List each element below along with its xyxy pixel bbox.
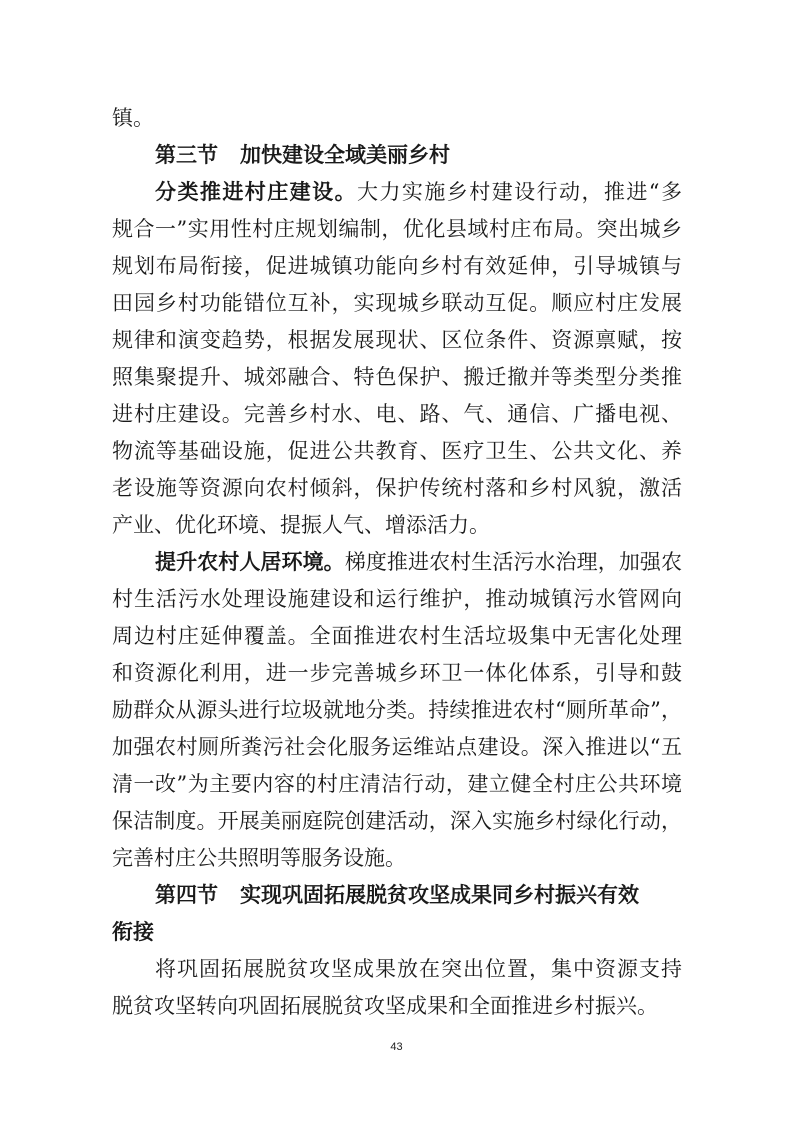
para-1-line-9: 老设施等资源向农村倾斜，保护传统村落和乡村风貌，激活 [112, 476, 682, 500]
para-3-line-2: 脱贫攻坚转向巩固拓展脱贫攻坚成果和全面推进乡村振兴。 [112, 994, 658, 1018]
para-1-line-2: 规合一”实用性村庄规划编制，优化县域村庄布局。突出城乡 [112, 217, 682, 241]
para-2-line-6: 加强农村厕所粪污社会化服务运维站点建设。深入推进以“五 [112, 735, 682, 759]
section-4-heading [155, 881, 682, 909]
para-2-line-4: 和资源化利用，进一步完善城乡环卫一体化体系，引导和鼓 [112, 661, 682, 685]
para-1-line-10: 产业、优化环境、提振人气、增添活力。 [112, 513, 490, 537]
section-3-title: 加快建设全域美丽乡村 [240, 142, 450, 167]
para-2-line-1: 提升农村人居环境。梯度推进农村生活污水治理，加强农 [155, 549, 682, 574]
para-2-line-3: 周边村庄延伸覆盖。全面推进农村生活垃圾集中无害化处理 [112, 624, 682, 648]
section-4-number: 第四节 [155, 882, 218, 907]
page-number: 43 [390, 1041, 403, 1053]
section-3-number: 第三节 [155, 142, 218, 167]
para-2-line-8: 保洁制度。开展美丽庭院创建活动，深入实施乡村绿化行动， [112, 809, 682, 833]
section-4-heading-cont: 衔接 [112, 919, 154, 944]
section-4-title: 实现巩固拓展脱贫攻坚成果同乡村振兴有效 [240, 882, 639, 907]
para-1-line-4: 田园乡村功能错位互补，实现城乡联动互促。顺应村庄发展 [112, 291, 682, 315]
para-1-line-1: 分类推进村庄建设。大力实施乡村建设行动，推进“多 [155, 179, 682, 204]
para-1-line-6: 照集聚提升、城郊融合、特色保护、搬迁撤并等类型分类推 [112, 365, 682, 389]
para-2-lead: 提升农村人居环境。 [155, 549, 345, 574]
para-1-line-5: 规律和演变趋势，根据发展现状、区位条件、资源禀赋，按 [112, 328, 682, 352]
para-2-line-2: 村生活污水处理设施建设和运行维护，推动城镇污水管网向 [112, 587, 682, 611]
para-2-line-9: 完善村庄公共照明等服务设施。 [112, 846, 406, 870]
para-1-line-3: 规划布局衔接，促进城镇功能向乡村有效延伸，引导城镇与 [112, 254, 682, 278]
para-3-line-1: 将巩固拓展脱贫攻坚成果放在突出位置，集中资源支持 [155, 957, 682, 981]
para-2-line-5: 励群众从源头进行垃圾就地分类。持续推进农村“厕所革命”， [112, 698, 682, 722]
continuation-text: 镇。 [112, 106, 154, 130]
para-1-lead: 分类推进村庄建设。 [155, 179, 358, 204]
section-3-heading [155, 141, 682, 169]
para-2-line-7: 清一改”为主要内容的村庄清洁行动，建立健全村庄公共环境 [112, 772, 682, 796]
para-1-line-8: 物流等基础设施，促进公共教育、医疗卫生、公共文化、养 [112, 439, 682, 463]
para-1-line-7: 进村庄建设。完善乡村水、电、路、气、通信、广播电视、 [112, 402, 682, 426]
